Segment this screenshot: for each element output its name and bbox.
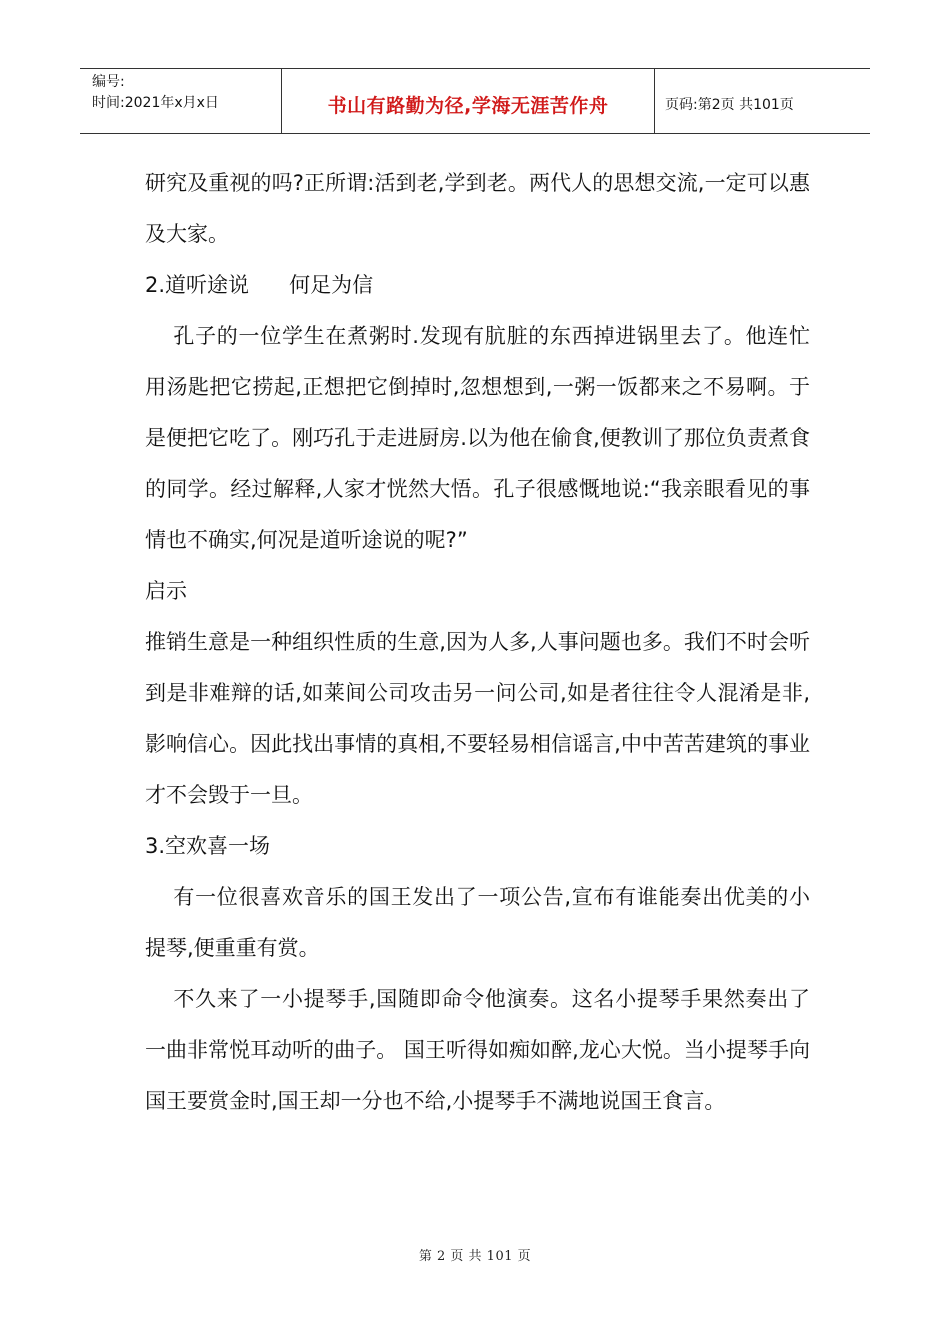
document-date: 时间:2021年x月x日	[92, 95, 219, 111]
document-number-label: 编号:	[92, 74, 125, 90]
paragraph: 有一位很喜欢音乐的国王发出了一项公告,宣布有谁能奏出优美的小提琴,便重重有赏。	[145, 885, 810, 960]
document-body	[145, 158, 810, 1127]
header-motto: 书山有路勤为径,学海无涯苦作舟	[327, 94, 609, 117]
header-motto-cell	[282, 69, 655, 133]
paragraph: 研究及重视的吗?正所谓:活到老,学到老。两代人的思想交流,一定可以惠及大家。	[145, 171, 810, 246]
header-page-info: 页码:第2页 共101页	[665, 97, 794, 113]
section-heading: 3.空欢喜一场	[145, 834, 271, 858]
header-page-info-cell	[655, 69, 870, 133]
page-footer: 第 2 页 共 101 页	[418, 1249, 532, 1264]
section-heading: 2.道听途说 何足为信	[145, 273, 374, 297]
paragraph: 孔子的一位学生在煮粥时.发现有肮脏的东西掉进锅里去了。他连忙用汤匙把它捞起,正想把它倒掉时,忽想想到,一粥一饭都来之不易啊。于是便把它吃了。刚巧孔于走进厨房.以为他在偷食,便教训了那位负责煮食的同学。经过解释,人家才恍然大悟。孔子很感慨地说:“我亲眼看见的事情也不确实,何况是道听途说的呢?”	[145, 324, 810, 552]
paragraph: 不久来了一小提琴手,国随即命令他演奏。这名小提琴手果然奏出了一曲非常悦耳动听的曲子。 国王听得如痴如醉,龙心大悦。当小提琴手向国王要赏金时,国王却一分也不给,小提琴手不满地说国王食言。	[145, 987, 810, 1113]
paragraph: 推销生意是一种组织性质的生意,因为人多,人事问题也多。我们不时会听到是非难辩的话,如莱间公司攻击另一问公司,如是者往往令人混淆是非,影响信心。因此找出事情的真相,不要轻易相信谣言,中中苦苦建筑的事业才不会毁于一旦。	[145, 630, 810, 807]
header-meta	[80, 69, 282, 133]
section-heading: 启示	[145, 579, 187, 603]
page-header	[80, 68, 870, 134]
